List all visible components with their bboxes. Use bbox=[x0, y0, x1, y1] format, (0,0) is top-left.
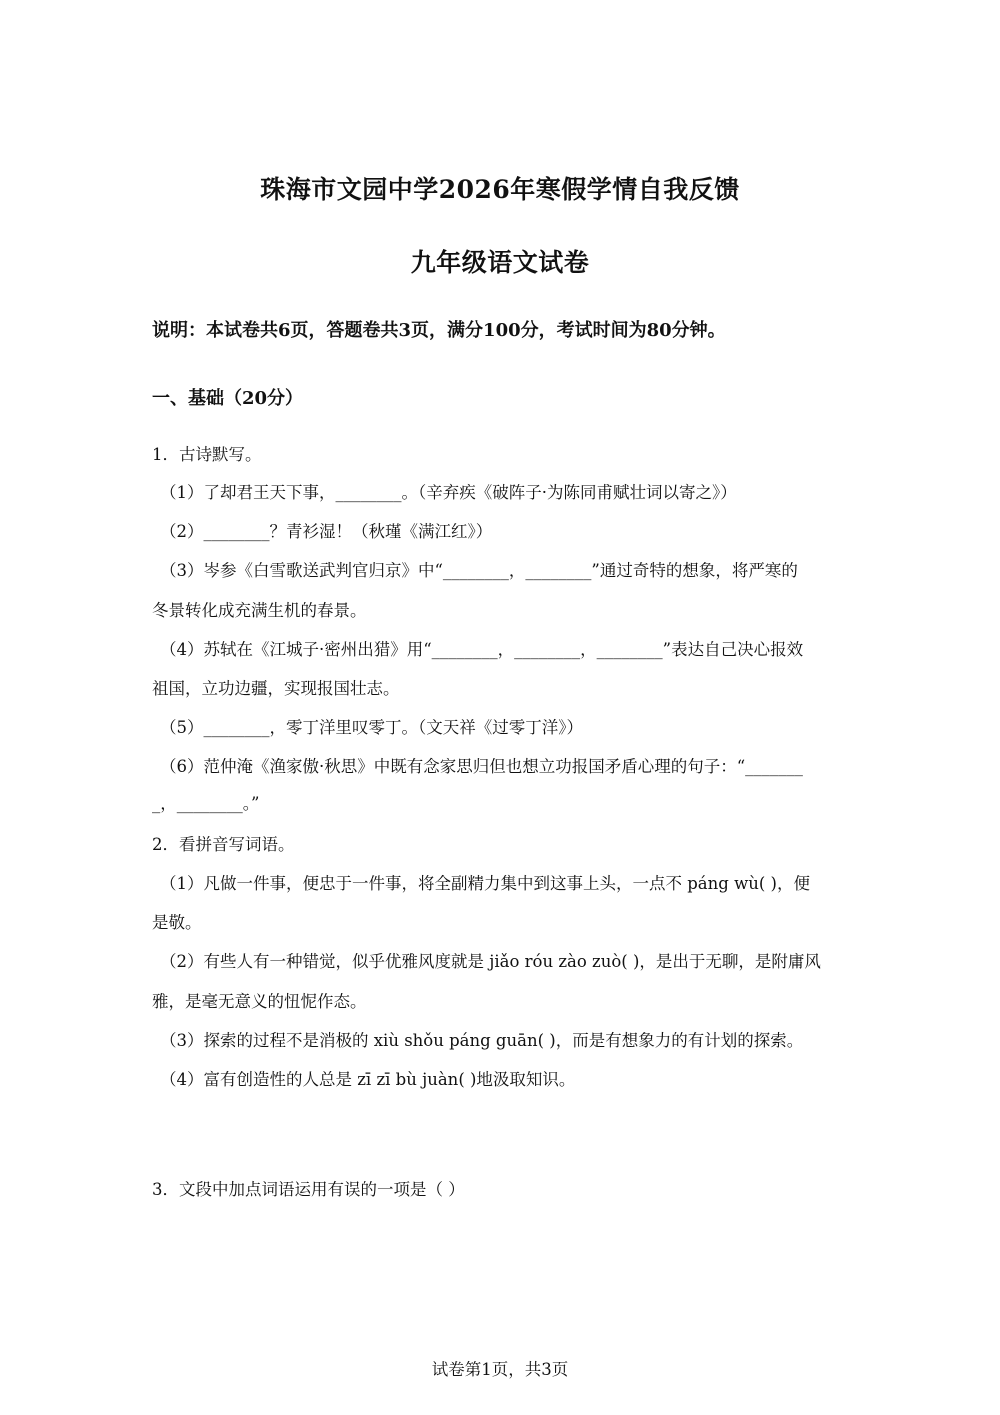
page-footer: 试卷第1页，共3页 bbox=[431, 1360, 569, 1379]
question-2-item-continued: 雅，是毫无意义的忸怩作态。 bbox=[152, 992, 367, 1011]
question-1-stem: 1．古诗默写。 bbox=[152, 445, 262, 464]
exam-title: 珠海市文园中学2026年寒假学情自我反馈 bbox=[260, 175, 740, 204]
question-2-item-continued: 是敬。 bbox=[152, 913, 202, 932]
question-1-item-continued: 祖国，立功边疆，实现报国壮志。 bbox=[152, 679, 400, 698]
question-1-item: （5）________，零丁洋里叹零丁。（文天祥《过零丁洋》） bbox=[160, 718, 583, 737]
question-2-item: （3）探索的过程不是消极的 xiù shǒu páng guān( )，而是有想象力的有计划的探索。 bbox=[160, 1031, 804, 1050]
section-heading-basics: 一、基础（20分） bbox=[152, 388, 304, 409]
question-2-item: （4）富有创造性的人总是 zī zī bù juàn( )地汲取知识。 bbox=[160, 1070, 576, 1089]
question-1-item: （1）了却君王天下事，________。（辛弃疾《破阵子·为陈同甫赋壮词以寄之》） bbox=[160, 483, 737, 502]
question-3-stem: 3．文段中加点词语运用有误的一项是（ ） bbox=[152, 1180, 465, 1199]
question-1-item: （2）________？青衫湿！（秋瑾《满江红》） bbox=[160, 522, 493, 541]
question-2-stem: 2．看拼音写词语。 bbox=[152, 835, 295, 854]
question-1-item: （3）岑参《白雪歌送武判官归京》中“________，________”通过奇特的想象，将严寒的 bbox=[160, 561, 798, 580]
question-1-item-continued: _，________。” bbox=[152, 794, 260, 813]
question-2-item: （1）凡做一件事，便忠于一件事，将全副精力集中到这事上头，一点不 páng wù( )，便 bbox=[160, 874, 810, 893]
question-1-item: （4）苏轼在《江城子·密州出猎》用“________，________，________”表达自己决心报效 bbox=[160, 640, 804, 659]
exam-subtitle: 九年级语文试卷 bbox=[410, 248, 590, 277]
question-2-item: （2）有些人有一种错觉，似乎优雅风度就是 jiǎo róu zào zuò( )，是出于无聊，是附庸风 bbox=[160, 952, 821, 971]
question-1-item: （6）范仲淹《渔家傲·秋思》中既有念家思归但也想立功报国矛盾心理的句子：“_______ bbox=[160, 757, 803, 776]
question-1-item-continued: 冬景转化成充满生机的春景。 bbox=[152, 601, 367, 620]
exam-instructions: 说明：本试卷共6页，答题卷共3页，满分100分，考试时间为80分钟。 bbox=[152, 320, 726, 341]
